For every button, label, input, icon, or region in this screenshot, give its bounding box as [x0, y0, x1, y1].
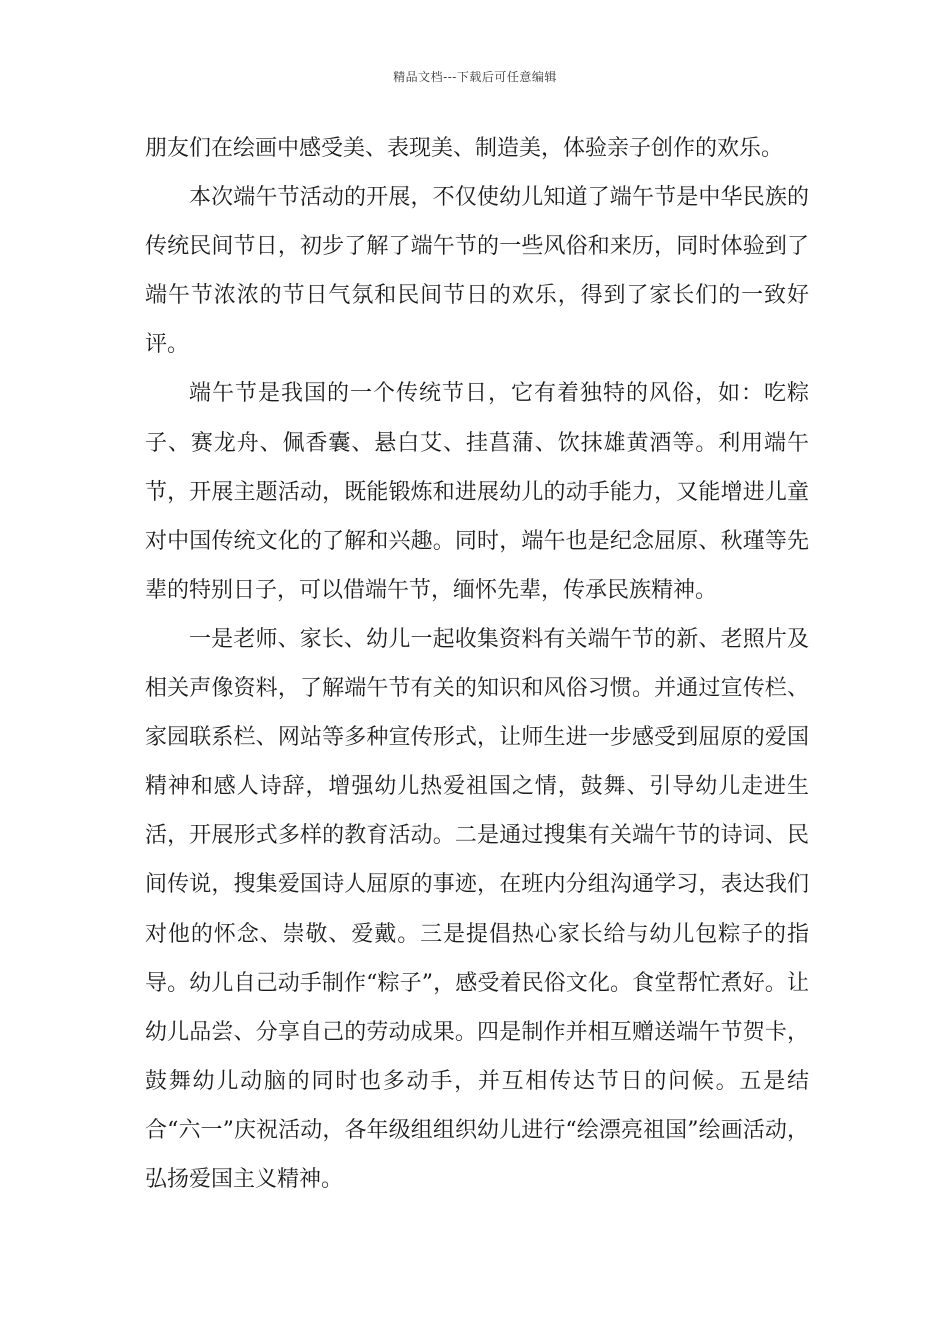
paragraph: 端午节是我国的一个传统节日，它有着独特的风俗，如：吃粽子、赛龙舟、佩香囊、悬白艾、挂菖蒲、饮抹雄黄酒等。利用端午节，开展主题活动，既能锻炼和进展幼儿的动手能力，又能增进儿童对中国传统文化的了解和兴趣。同时，端午也是纪念屈原、秋瑾等先辈的特别日子，可以借端午节，缅怀先辈，传承民族精神。 — [145, 381, 809, 603]
document-body — [145, 124, 809, 1204]
paragraph-continuation: 朋友们在绘画中感受美、表现美、制造美，体验亲子创作的欢乐。 — [145, 136, 784, 161]
paragraph: 一是老师、家长、幼儿一起收集资料有关端午节的新、老照片及相关声像资料，了解端午节有关的知识和风俗习惯。并通过宣传栏、家园联系栏、网站等多种宣传形式，让师生进一步感受到屈原的爱国精神和感人诗辞，增强幼儿热爱祖国之情，鼓舞、引导幼儿走进生活，开展形式多样的教育活动。二是通过搜集有关端午节的诗词、民间传说，搜集爱国诗人屈原的事迹，在班内分组沟通学习，表达我们对他的怀念、崇敬、爱戴。三是提倡热心家长给与幼儿包粽子的指导。幼儿自己动手制作“粽子”，感受着民俗文化。食堂帮忙煮好。让幼儿品尝、分享自己的劳动成果。四是制作并相互赠送端午节贺卡，鼓舞幼儿动脑的同时也多动手，并互相传达节日的问候。五是结合“六一”庆祝活动，各年级组组织幼儿进行“绘漂亮祖国”绘画活动，弘扬爱国主义精神。 — [145, 626, 809, 1192]
page-header: 精品文档---下载后可任意编辑 — [393, 70, 557, 84]
paragraph: 本次端午节活动的开展，不仅使幼儿知道了端午节是中华民族的传统民间节日，初步了解了端午节的一些风俗和来历，同时体验到了端午节浓浓的节日气氛和民间节日的欢乐，得到了家长们的一致好评。 — [145, 185, 809, 358]
